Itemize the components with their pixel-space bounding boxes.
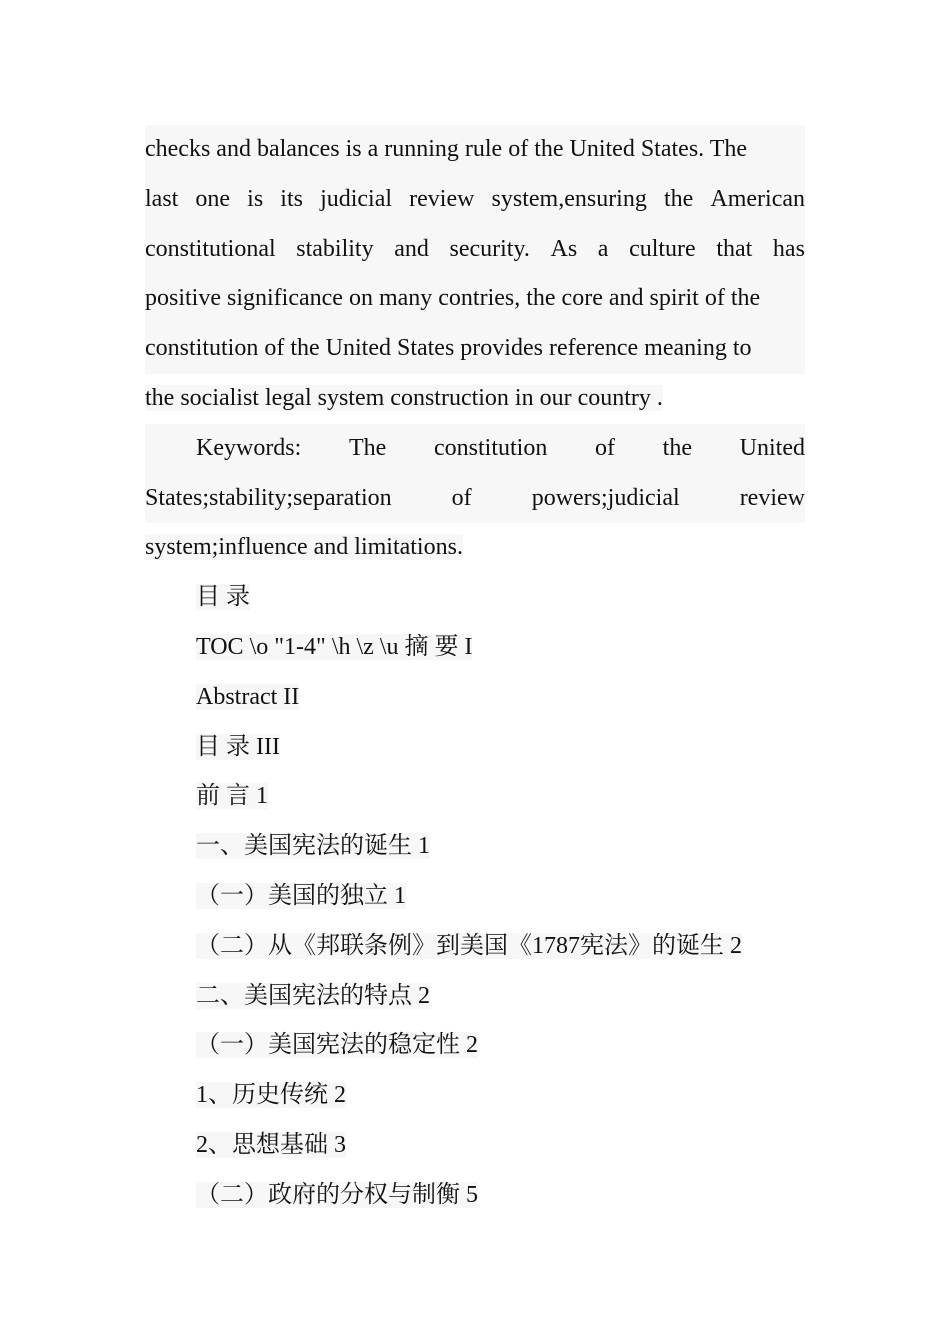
keywords-line: Keywords: The constitution of the United (145, 424, 805, 474)
keywords-label: Keywords: (196, 434, 302, 461)
abstract-line (145, 175, 805, 225)
word: last (145, 185, 179, 212)
toc-item[interactable]: 目 录 III (196, 733, 280, 760)
word: has (772, 235, 805, 262)
word: stability (296, 235, 374, 262)
abstract-line: positive significance on many contries, the core and spirit of the (145, 274, 805, 324)
toc-item[interactable]: （一）美国宪法的稳定性 2 (196, 1032, 478, 1059)
word: constitutional (145, 235, 276, 262)
keywords-line: States;stability;separation of powers;judicial review (145, 474, 805, 524)
toc-item[interactable]: 1、历史传统 2 (196, 1082, 346, 1109)
document-page (145, 125, 805, 1221)
word: As (550, 235, 578, 262)
word: review (409, 185, 475, 212)
toc-item[interactable]: （二）从《邦联条例》到美国《1787宪法》的诞生 2 (196, 932, 742, 959)
toc-item[interactable]: 一、美国宪法的诞生 1 (196, 833, 430, 860)
toc-title: 目 录 (196, 584, 250, 611)
toc-item[interactable]: 二、美国宪法的特点 2 (196, 982, 430, 1009)
word: a (597, 235, 609, 262)
abstract-line: constitution of the United States provides reference meaning to (145, 324, 805, 374)
toc-item[interactable]: TOC \o "1-4" \h \z \u 摘 要 I (196, 633, 473, 660)
word: security. (449, 235, 530, 262)
word: culture (629, 235, 696, 262)
word: judicial (320, 185, 393, 212)
abstract-line: the socialist legal system construction in our country . (145, 384, 663, 411)
word: its (280, 185, 303, 212)
word: the (663, 185, 694, 212)
toc-item[interactable]: 前 言 1 (196, 783, 268, 810)
keywords-line: system;influence and limitations. (145, 534, 463, 561)
toc-item[interactable]: Abstract II (196, 683, 300, 710)
word: that (716, 235, 753, 262)
word: system,ensuring (491, 185, 647, 212)
word: and (394, 235, 429, 262)
word: American (710, 185, 805, 212)
abstract-line: checks and balances is a running rule of the United States. The (145, 125, 805, 175)
abstract-line (145, 225, 805, 275)
word: is (247, 185, 264, 212)
toc-item[interactable]: 2、思想基础 3 (196, 1131, 346, 1158)
toc-item[interactable]: （一）美国的独立 1 (196, 882, 406, 909)
toc-item[interactable]: （二）政府的分权与制衡 5 (196, 1181, 478, 1208)
word: one (195, 185, 231, 212)
